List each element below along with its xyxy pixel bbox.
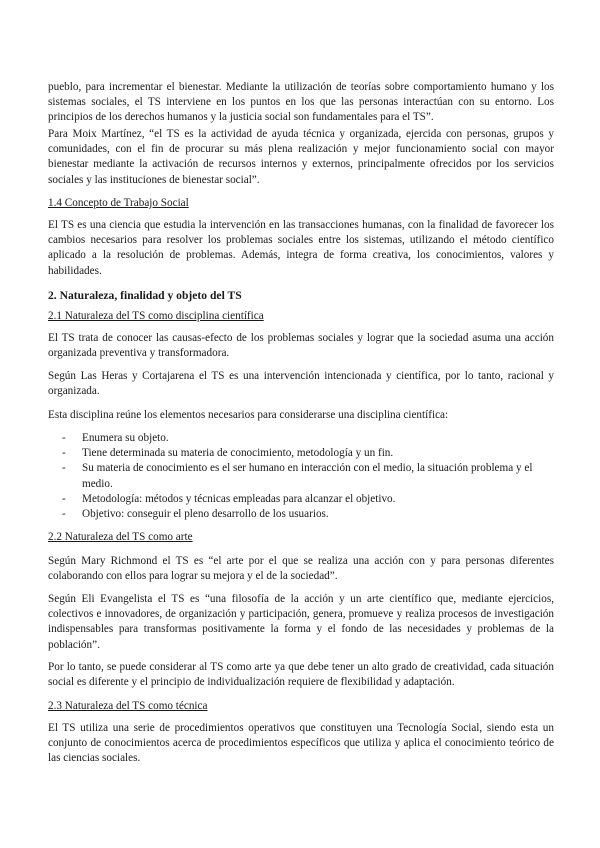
- section-2-3-heading: 2.3 Naturaleza del TS como técnica: [48, 700, 208, 712]
- list-item: - Tiene determinada su materia de conocimiento, metodología y un fin.: [62, 446, 554, 461]
- list-item: - Metodología: métodos y técnicas empleadas para alcanzar el objetivo.: [62, 492, 554, 507]
- section-1-4-paragraph: El TS es una ciencia que estudia la intervención en las transacciones humanas, con la finalidad de favorecer los cambios necesarios para resolver los problemas sociales entre los sistemas, utilizando el método científico aplicado a la resolución de problemas. Además, integra de forma creativa, los conocimientos, valores y habilidades.: [48, 219, 554, 277]
- section-2-1-paragraph-1: El TS trata de conocer las causas-efecto de los problemas sociales y lograr que la sociedad asuma una acción organizada preventiva y transformadora.: [48, 332, 554, 360]
- section-2-2-conclusion: Por lo tanto, se puede considerar al TS como arte ya que debe tener un alto grado de creatividad, cada situación social es diferente y el principio de individualización requiere de flexibilidad y adaptación.: [48, 661, 554, 689]
- list-dash: -: [62, 432, 66, 444]
- section-2-3-paragraph: El TS utiliza una serie de procedimientos operativos que constituyen una Tecnología Social, siendo esta un conjunto de conocimientos acerca de procedimientos específicos que utiliza y aplica el conocimiento teórico de las ciencias sociales.: [48, 722, 554, 765]
- list-dash: -: [62, 462, 66, 475]
- list-item: - Objetivo: conseguir el pleno desarrollo de los usuarios.: [62, 507, 554, 522]
- list-dash: -: [62, 492, 66, 505]
- intro-paragraph: pueblo, para incrementar el bienestar. Mediante la utilización de teorías sobre comportamiento humano y los sistemas sociales, el TS interviene en los puntos en los que las personas interactúan con su entorno. Los principios de los derechos humanos y la justicia social son fundamentales para el TS”.: [48, 81, 554, 124]
- moix-martinez-paragraph: Para Moix Martínez, “el TS es la actividad de ayuda técnica y organizada, ejercida con personas, grupos y comunidades, con el fin de procurar su más plena realización y mejor funcionamiento social con mayor bienestar mediante la activación de recursos internos y externos, principalmente ofrecidos por los servicios sociales y las instituciones de bienestar social”.: [48, 128, 554, 186]
- list-dash: -: [62, 447, 66, 460]
- section-2-heading: 2. Naturaleza, finalidad y objeto del TS: [48, 289, 242, 302]
- eli-evangelista-paragraph: Según Eli Evangelista el TS es “una filosofía de la acción y un arte científico que, mediante ejercicios, colectivos e innovadores, de organización y participación, genera, promueve y realiza procesos de investigación indispensables para transformas positivamente la forma y el fondo de las necesidades y problemas de la población”.: [48, 593, 554, 651]
- scientific-elements-list: [62, 431, 554, 522]
- mary-richmond-paragraph: Según Mary Richmond el TS es “el arte por el que se realiza una acción con y para personas diferentes colaborando con ellos para lograr su mejora y el de la sociedad”.: [48, 555, 554, 583]
- section-2-1-heading: 2.1 Naturaleza del TS como disciplina científica: [48, 310, 264, 322]
- section-2-1-paragraph-2: Según Las Heras y Cortajarena el TS es una intervención intencionada y científica, por lo tanto, racional y organizada.: [48, 370, 554, 398]
- list-item: - Su materia de conocimiento es el ser humano en interacción con el medio, la situación problema y el medio.: [62, 462, 533, 490]
- section-1-4-heading: 1.4 Concepto de Trabajo Social: [48, 197, 189, 209]
- list-item: - Enumera su objeto.: [62, 431, 554, 446]
- section-2-1-paragraph-3: Esta disciplina reúne los elementos necesarios para considerarse una disciplina científica:: [48, 409, 449, 421]
- list-dash: -: [62, 508, 66, 521]
- section-2-2-heading: 2.2 Naturaleza del TS como arte: [48, 531, 193, 543]
